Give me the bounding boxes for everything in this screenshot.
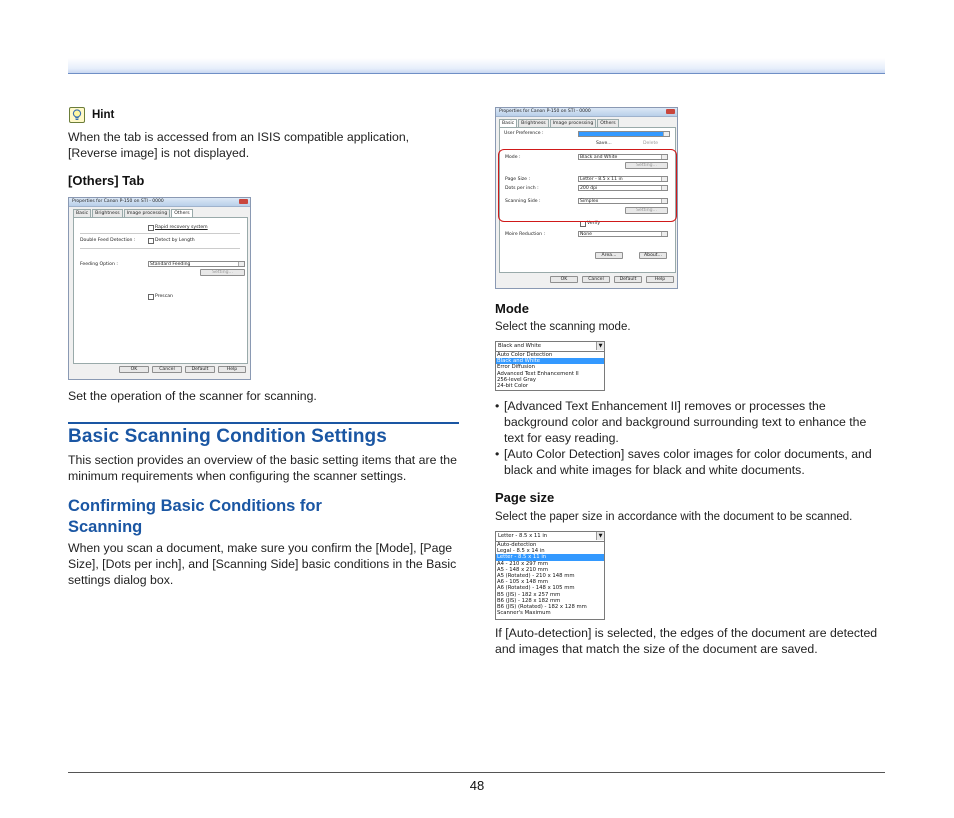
mode-bullet-1: [Advanced Text Enhancement II] removes or processes the background color and background surrounding text to enhance the text for easy reading. [504, 399, 867, 445]
side-combo: Simplex [578, 198, 668, 204]
confirm-title-line2: Scanning [68, 518, 143, 536]
dropdown-option: Error Diffusion [497, 364, 535, 371]
default-button: Default [614, 276, 642, 283]
delete-button: Delete [643, 141, 659, 146]
bullet-dot: • [495, 399, 500, 413]
dropdown-option: A5 (Rotated) - 210 x 148 mm [497, 572, 575, 579]
hint-text: When the tab is accessed from an ISIS compatible application, [Reverse image] is not displayed. [68, 130, 410, 160]
prescan-checkbox [148, 294, 154, 300]
help-button: Help [646, 276, 674, 283]
dialog-title: Properties for Canon P-150 on STI - 0000 [499, 109, 591, 114]
detect-length-checkbox [148, 238, 154, 244]
page-size-note: If [Auto-detection] is selected, the edges of the document are detected and images that match the size of the document are saved. [495, 626, 878, 656]
side-setting-button: Setting... [625, 207, 668, 214]
user-pref-label: User Preference : [504, 131, 544, 136]
area-button: Area... [595, 252, 623, 259]
hint-label: Hint [92, 109, 115, 121]
dropdown-option: A5 - 148 x 210 mm [497, 566, 548, 573]
double-feed-label: Double Feed Detection : [80, 238, 136, 243]
mode-label: Mode : [505, 155, 521, 160]
user-pref-combo [578, 131, 670, 137]
page-size-option-list [496, 542, 604, 616]
mode-bullet-2: [Auto Color Detection] saves color images for color documents, and black and white images for black and white documents. [504, 447, 872, 477]
section-rule [68, 422, 459, 424]
tab-image-processing: Image processing [124, 209, 171, 217]
dropdown-option: B6 (JIS) (Rotated) - 182 x 128 mm [497, 603, 587, 610]
page-size-text: Select the paper size in accordance with the document to be scanned. [495, 511, 853, 523]
confirm-text: When you scan a document, make sure you confirm the [Mode], [Page Size], [Dots per inch], and [Scanning Side] basic conditions in the Basic settings dialog box. [68, 541, 457, 587]
tab-brightness: Brightness [92, 209, 122, 217]
dropdown-option: Legal - 8.5 x 14 in [497, 548, 545, 555]
page-size-label: Page Size : [505, 177, 531, 182]
feeding-setting-button: Setting... [200, 269, 245, 276]
mode-option-list [496, 352, 604, 389]
chevron-down-icon: ▼ [596, 342, 604, 350]
page-size-heading: Page size [495, 490, 555, 505]
tab-others: Others [597, 119, 618, 127]
verify-label: Verify [587, 221, 601, 226]
dropdown-option: Scanner's Maximum [497, 610, 551, 617]
dropdown-option: Black and White [496, 358, 604, 364]
page-number: 48 [469, 778, 485, 793]
dpi-combo: 200 dpi [578, 185, 668, 191]
moire-combo: None [578, 231, 668, 237]
dialog-title: Properties for Canon P-150 on STI - 0000 [72, 199, 164, 204]
dropdown-option: Auto-detection [497, 542, 537, 548]
bullet-dot: • [495, 447, 500, 461]
mode-dropdown [495, 341, 605, 391]
mode-setting-button: Setting... [625, 162, 668, 169]
dropdown-option: B5 (JIS) - 182 x 257 mm [497, 591, 561, 598]
divider [80, 248, 240, 249]
dropdown-option: Letter - 8.5 x 11 in [496, 554, 604, 560]
tab-others: Others [171, 209, 192, 218]
dropdown-option: B6 (JIS) - 128 x 182 mm [497, 597, 561, 604]
section-intro: This section provides an overview of the basic setting items that are the minimum requirements when configuring the scanner settings. [68, 453, 457, 483]
confirm-title-line1: Confirming Basic Conditions for [68, 497, 322, 515]
highlight-box [498, 149, 677, 222]
feeding-combo: Standard Feeding [148, 261, 245, 267]
close-icon [666, 109, 675, 114]
dropdown-option: 256-level Gray [497, 376, 536, 383]
dpi-label: Dots per inch : [505, 186, 539, 191]
dialog-panel [73, 217, 248, 364]
page-size-dropdown-value: Letter - 8.5 x 11 in [498, 533, 548, 539]
default-button: Default [185, 366, 215, 373]
mode-dropdown-value: Black and White [498, 343, 542, 349]
chevron-down-icon: ▼ [596, 532, 604, 540]
others-dialog-screenshot [68, 197, 251, 380]
others-caption: Set the operation of the scanner for scanning. [68, 389, 317, 403]
tab-basic: Basic [499, 119, 517, 128]
tab-image-processing: Image processing [550, 119, 597, 127]
divider [80, 233, 240, 234]
ok-button: OK [119, 366, 149, 373]
dropdown-option: Auto Color Detection [497, 352, 553, 358]
dropdown-option: A4 - 210 x 297 mm [497, 560, 548, 567]
help-button: Help [218, 366, 246, 373]
feeding-label: Feeding Option : [80, 262, 118, 267]
lightbulb-icon [69, 107, 85, 123]
ok-button: OK [550, 276, 578, 283]
moire-label: Moire Reduction : [505, 232, 546, 237]
rapid-label: Rapid recovery system [155, 225, 208, 230]
section-title: Basic Scanning Condition Settings [68, 426, 387, 447]
cancel-button: Cancel [582, 276, 610, 283]
header-bar [68, 58, 885, 74]
dropdown-option: A6 (Rotated) - 148 x 105 mm [497, 585, 575, 592]
mode-heading: Mode [495, 301, 529, 316]
mode-text: Select the scanning mode. [495, 321, 631, 333]
prescan-label: Prescan [155, 294, 173, 299]
close-icon [239, 199, 248, 204]
page-size-dropdown [495, 531, 605, 620]
basic-dialog-screenshot [495, 107, 678, 289]
page-size-combo: Letter - 8.5 x 11 in [578, 176, 668, 182]
cancel-button: Cancel [152, 366, 182, 373]
others-tab-heading: [Others] Tab [68, 173, 145, 188]
side-label: Scanning Side : [505, 199, 541, 204]
about-button: About... [639, 252, 667, 259]
tab-basic: Basic [73, 209, 91, 217]
tab-brightness: Brightness [518, 119, 548, 127]
detect-length-label: Detect by Length [155, 238, 195, 243]
footer-rule [68, 772, 885, 773]
rapid-checkbox [148, 225, 154, 231]
dropdown-option: A6 - 105 x 148 mm [497, 579, 548, 586]
dropdown-option: Advanced Text Enhancement II [497, 370, 579, 377]
dropdown-option: 24-bit Color [497, 382, 529, 389]
save-button: Save... [596, 141, 612, 146]
mode-combo: Black and White [578, 154, 668, 160]
